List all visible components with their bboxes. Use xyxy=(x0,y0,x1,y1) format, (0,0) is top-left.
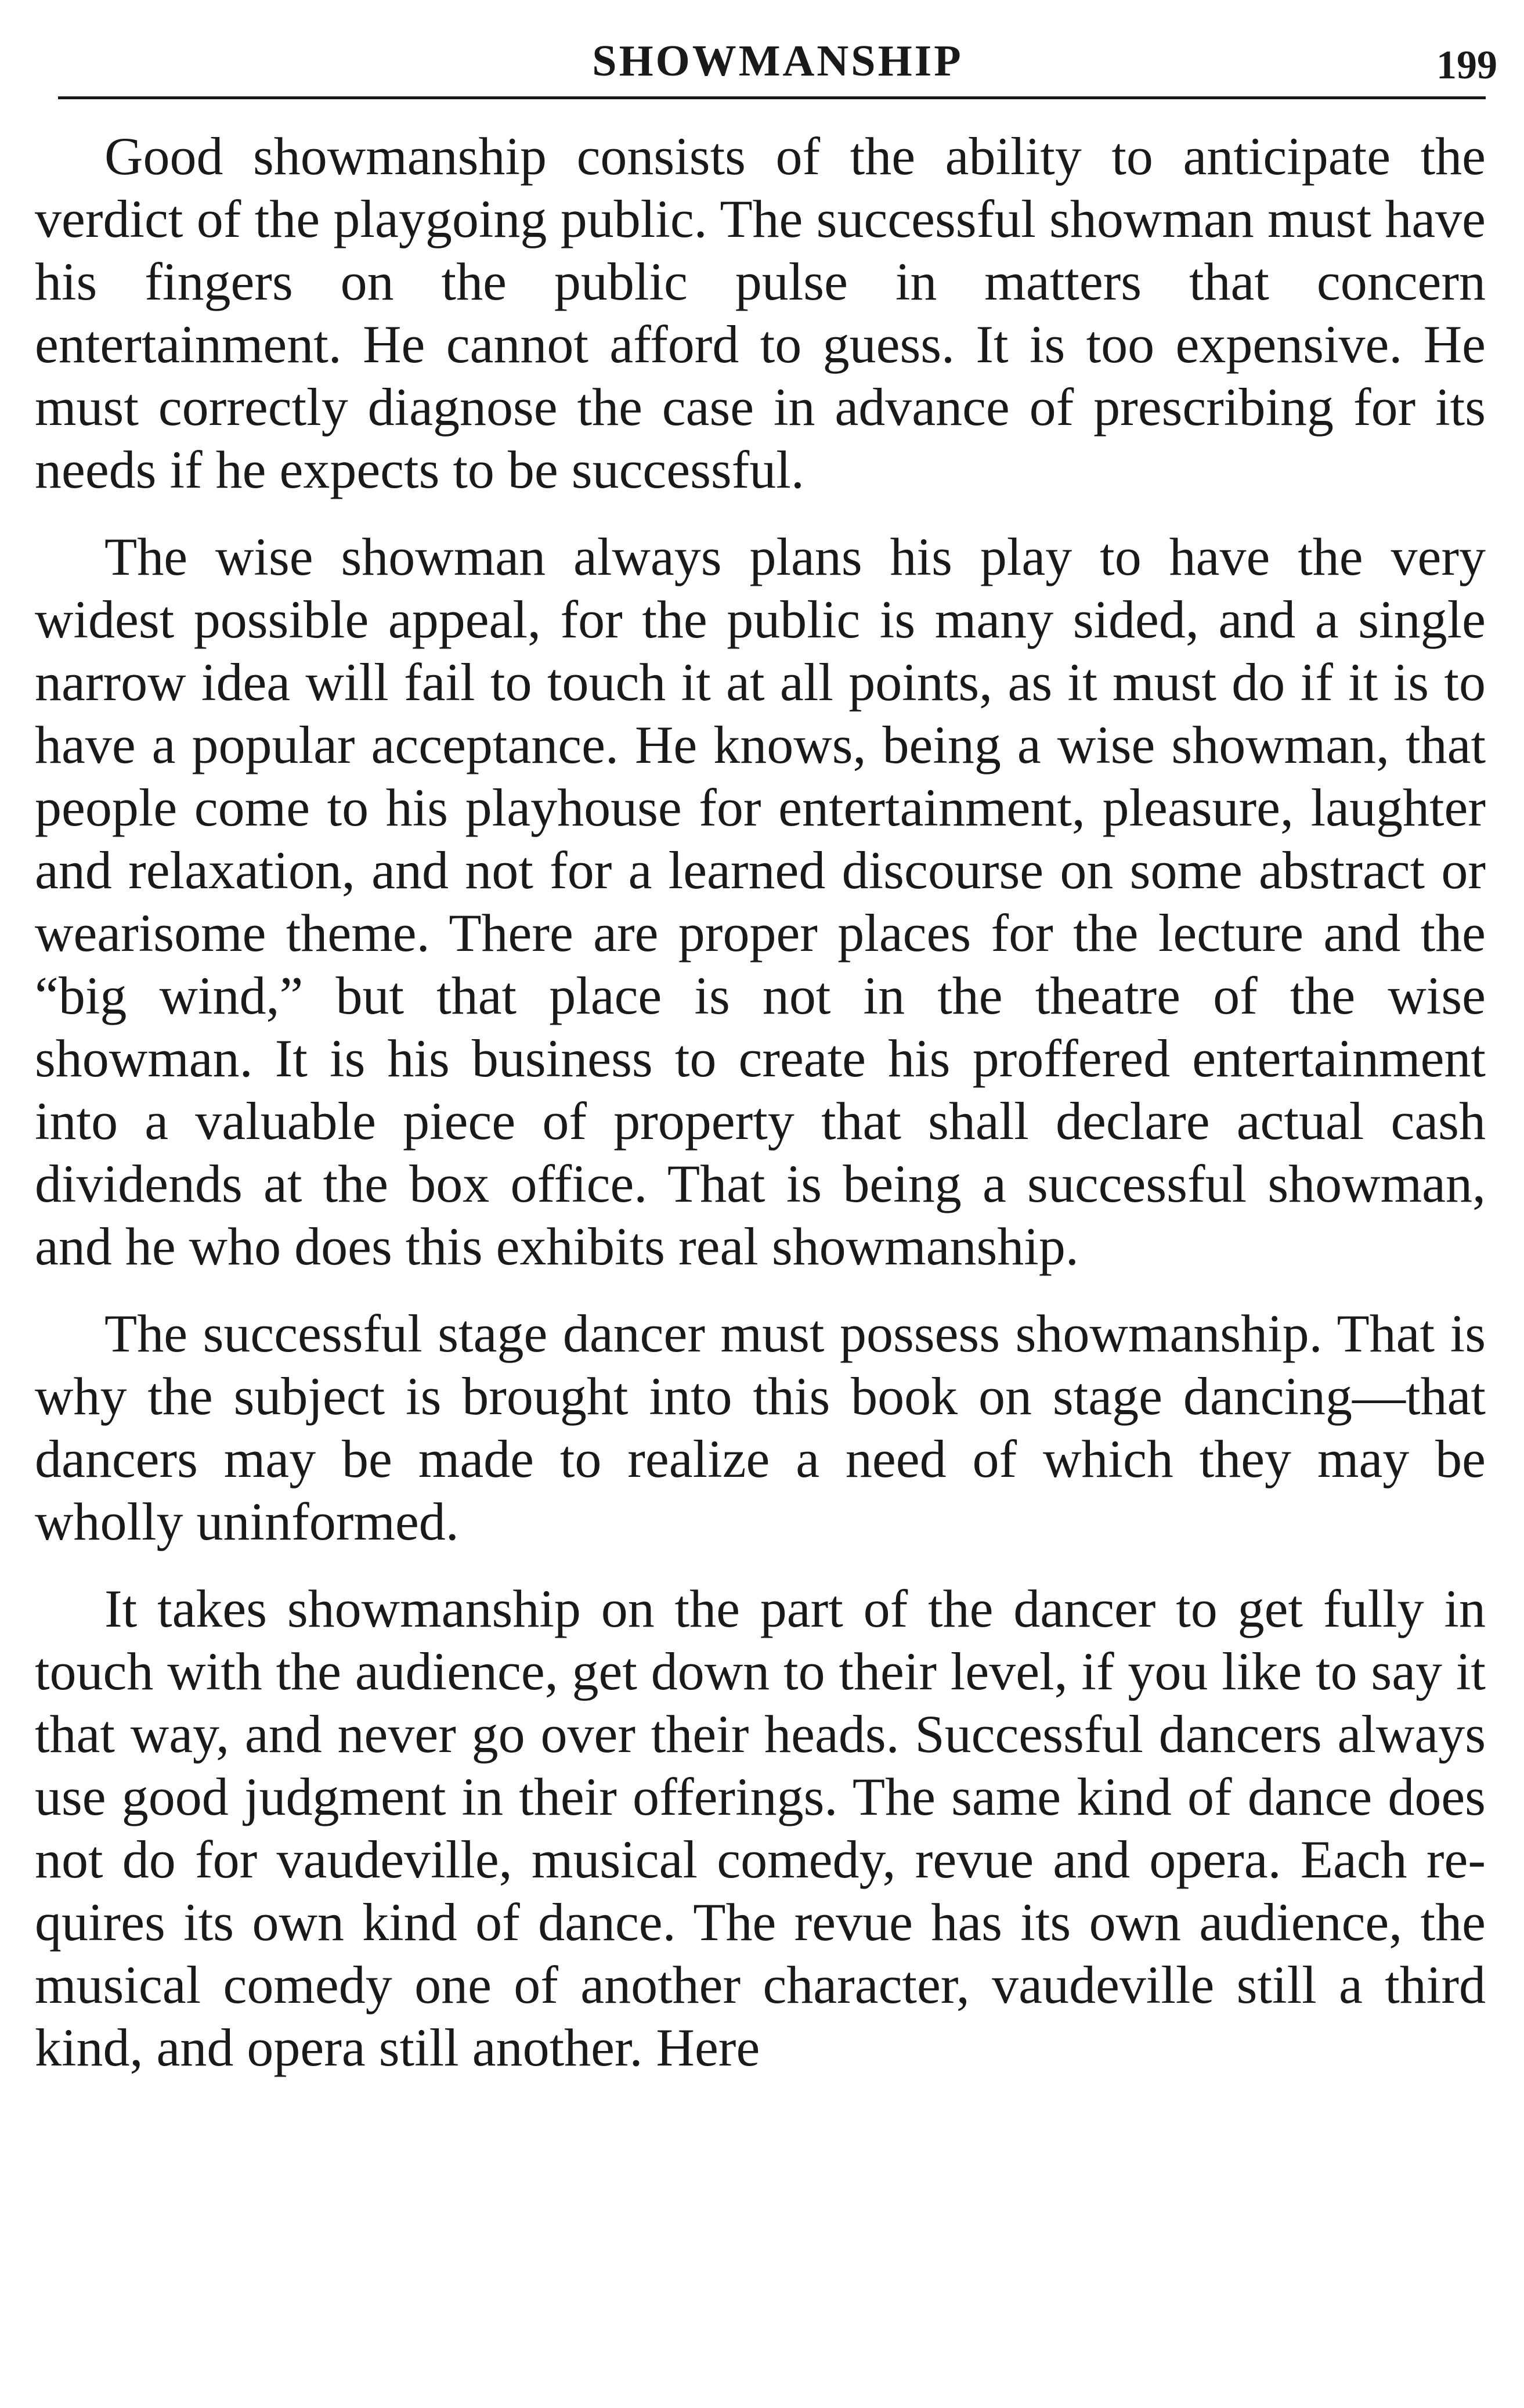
header-rule xyxy=(58,96,1486,99)
page-number: 199 xyxy=(1436,43,1497,88)
paragraph-1: Good showmanship consists of the ability to anticipate the verdict of the playgoing public. The successful showman must have his fingers on the public pulse in matters that concern entertainment. He cannot afford to guess. It is too expensive. He must correctly diagnose the case in advance of prescribing for its needs if he expects to be successful. xyxy=(35,127,1486,499)
paragraph-3: The successful stage dancer must possess showmanship. That is why the subject is brought into this book on stage dancing—that dancers may be made to realize a need of which they may be wholly uninformed. xyxy=(35,1304,1486,1551)
body-text xyxy=(35,125,1486,2400)
paragraph-2: The wise showman always plans his play to have the very widest possible appeal, for the public is many sided, and a single narrow idea will fail to touch it at all points, as it must do if it is to have a popular acceptance. He knows, being a wise showman, that people come to his playhouse for entertainment, pleasure, laughter and relaxation, and not for a learned discourse on some abstract or wearisome theme. There are proper places for the lecture and the “big wind,” but that place is not in the theatre of the wise showman. It is his business to create his proffered entertainment into a valuable piece of property that shall declare actual cash dividends at the box office. That is being a successful showman, and he who does this exhibits real showmanship. xyxy=(35,527,1486,1276)
running-title: SHOWMANSHIP xyxy=(592,37,963,85)
paragraph-4: It takes showmanship on the part of the dancer to get fully in touch with the audience, get down to their level, if you like to say it that way, and never go over their heads. Successful dancers always use good judgment in their offerings. The same kind of dance does not do for vaudeville, musical comedy, revue and opera. Each requires its own kind of dance. The revue has its own audience, the musical comedy one of another character, vaudeville still a third kind, and opera still another. Here xyxy=(35,1579,1486,2077)
running-head xyxy=(58,29,1497,99)
